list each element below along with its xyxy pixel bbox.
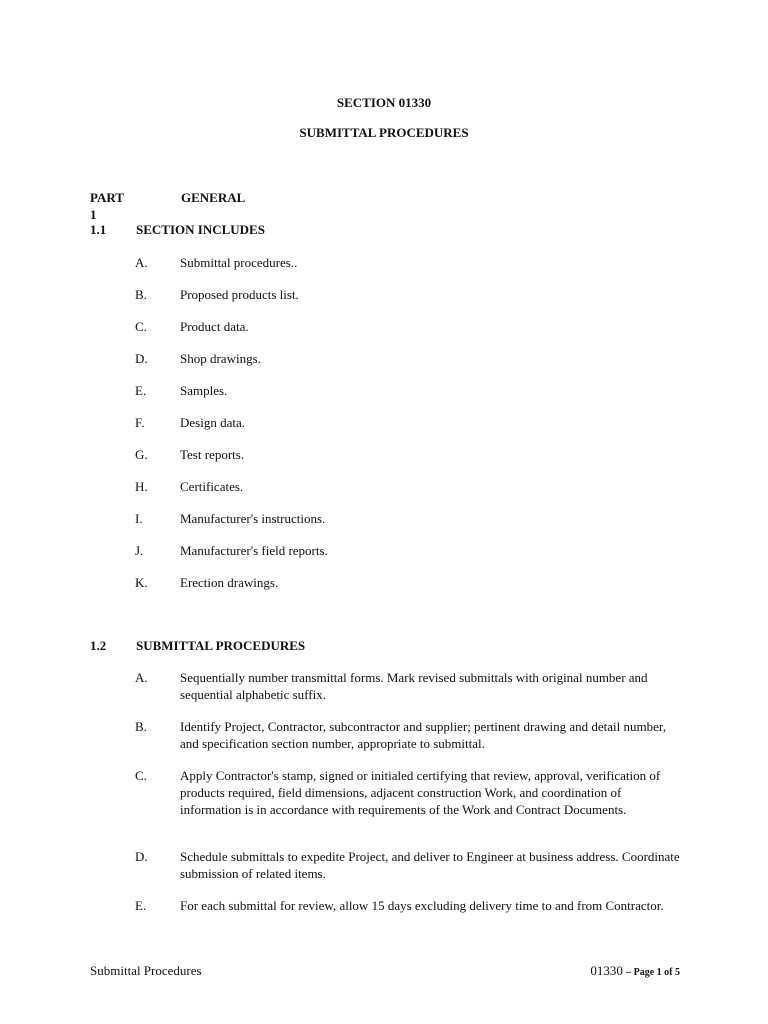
item-letter: D. (135, 351, 148, 366)
part-number: PART 1 (90, 190, 124, 222)
item-letter: I. (135, 511, 143, 526)
item-text: Manufacturer's field reports. (180, 543, 328, 558)
item-letter: B. (135, 287, 147, 302)
footer-page-number: – Page 1 of 5 (626, 967, 680, 978)
item-letter: G. (135, 447, 148, 462)
article-number: 1.1 (90, 222, 107, 237)
article-number: 1.2 (90, 638, 107, 653)
section-number: SECTION 01330 (336, 95, 432, 110)
item-text: For each submittal for review, allow 15 days excluding delivery time to and from Contractor. (180, 898, 664, 913)
item-letter: A. (135, 670, 148, 685)
footer-title: Submittal Procedures (90, 963, 202, 978)
item-text: Erection drawings. (180, 575, 279, 590)
item-text: Shop drawings. (180, 351, 261, 366)
section-title: SUBMITTAL PROCEDURES (299, 125, 469, 140)
item-letter: C. (135, 768, 147, 783)
page-footer (90, 962, 680, 980)
item-letter: A. (135, 255, 148, 270)
part-title: GENERAL (181, 190, 246, 205)
article-title: SECTION INCLUDES (136, 222, 265, 237)
item-letter: J. (135, 543, 144, 558)
item-text: Proposed products list. (180, 287, 299, 302)
item-text: Samples. (180, 383, 228, 398)
article-title: SUBMITTAL PROCEDURES (136, 638, 306, 653)
item-letter: K. (135, 575, 148, 590)
item-letter: C. (135, 319, 147, 334)
item-text: Submittal procedures.. (180, 255, 298, 270)
item-text: Design data. (180, 415, 245, 430)
footer-section-code: 01330 (590, 963, 623, 978)
item-text: Schedule submittals to expedite Project, and deliver to Engineer at business address. Coordinate submission of related items. (180, 849, 680, 881)
item-text: Certificates. (180, 479, 244, 494)
item-text: Apply Contractor's stamp, signed or initialed certifying that review, approval, verification of products required, field dimensions, adjacent construction Work, and coordination of information is in accordance with requirements of the Work and Contract Documents. (180, 768, 661, 817)
item-text: Product data. (180, 319, 249, 334)
item-letter: B. (135, 719, 147, 734)
item-text: Sequentially number transmittal forms. Mark revised submittals with original number and sequential alphabetic suffix. (180, 670, 648, 702)
item-letter: E. (135, 898, 147, 913)
item-text: Test reports. (180, 447, 245, 462)
item-text: Identify Project, Contractor, subcontractor and supplier; pertinent drawing and detail number, and specification section number, appropriate to submittal. (180, 719, 666, 751)
footer-page-info (590, 962, 680, 981)
item-text: Manufacturer's instructions. (180, 511, 326, 526)
item-letter: D. (135, 849, 148, 864)
item-letter: F. (135, 415, 145, 430)
item-letter: E. (135, 383, 147, 398)
item-letter: H. (135, 479, 148, 494)
